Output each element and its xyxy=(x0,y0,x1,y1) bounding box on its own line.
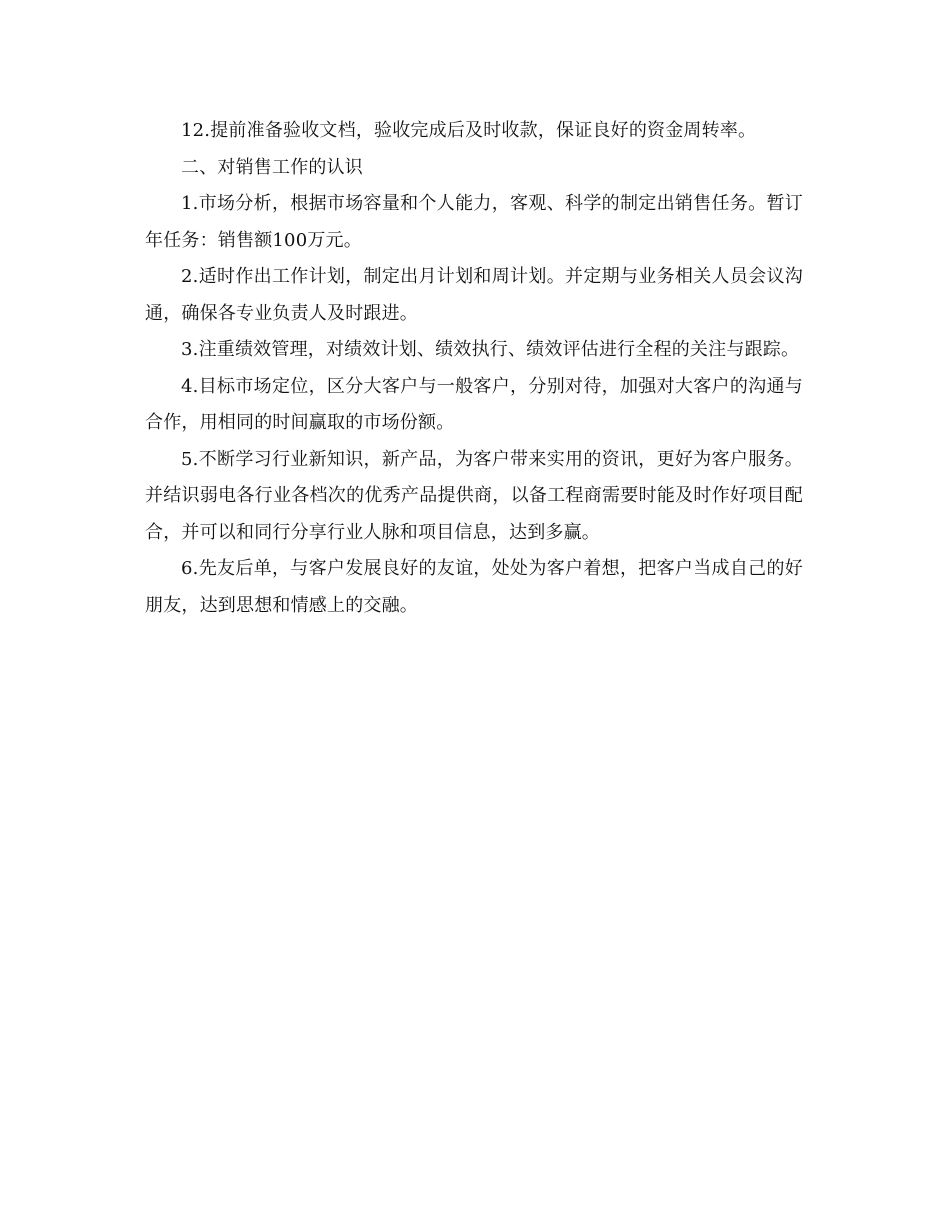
paragraph-item-3: 3.注重绩效管理，对绩效计划、绩效执行、绩效评估进行全程的关注与跟踪。 xyxy=(181,339,800,360)
document-body xyxy=(145,113,803,624)
paragraph-item-4: 4.目标市场定位，区分大客户与一般客户，分别对待，加强对大客户的沟通与合作，用相同的时间赢取的市场份额。 xyxy=(145,375,803,433)
paragraph-item-6: 6.先友后单，与客户发展良好的友谊，处处为客户着想，把客户当成自己的好朋友，达到思想和情感上的交融。 xyxy=(145,558,803,616)
paragraph-item-5: 5.不断学习行业新知识，新产品，为客户带来实用的资讯，更好为客户服务。并结识弱电各行业各档次的优秀产品提供商，以备工程商需要时能及时作好项目配合，并可以和同行分享行业人脉和项目信息，达到多赢。 xyxy=(145,448,803,543)
section-heading-sales-understanding: 二、对销售工作的认识 xyxy=(181,156,363,178)
paragraph-item-1: 1.市场分析，根据市场容量和个人能力，客观、科学的制定出销售任务。暂订年任务：销售额100万元。 xyxy=(145,193,803,251)
paragraph-item-12: 12.提前准备验收文档，验收完成后及时收款，保证良好的资金周转率。 xyxy=(181,120,757,141)
paragraph-item-2: 2.适时作出工作计划，制定出月计划和周计划。并定期与业务相关人员会议沟通，确保各专业负责人及时跟进。 xyxy=(145,266,803,324)
